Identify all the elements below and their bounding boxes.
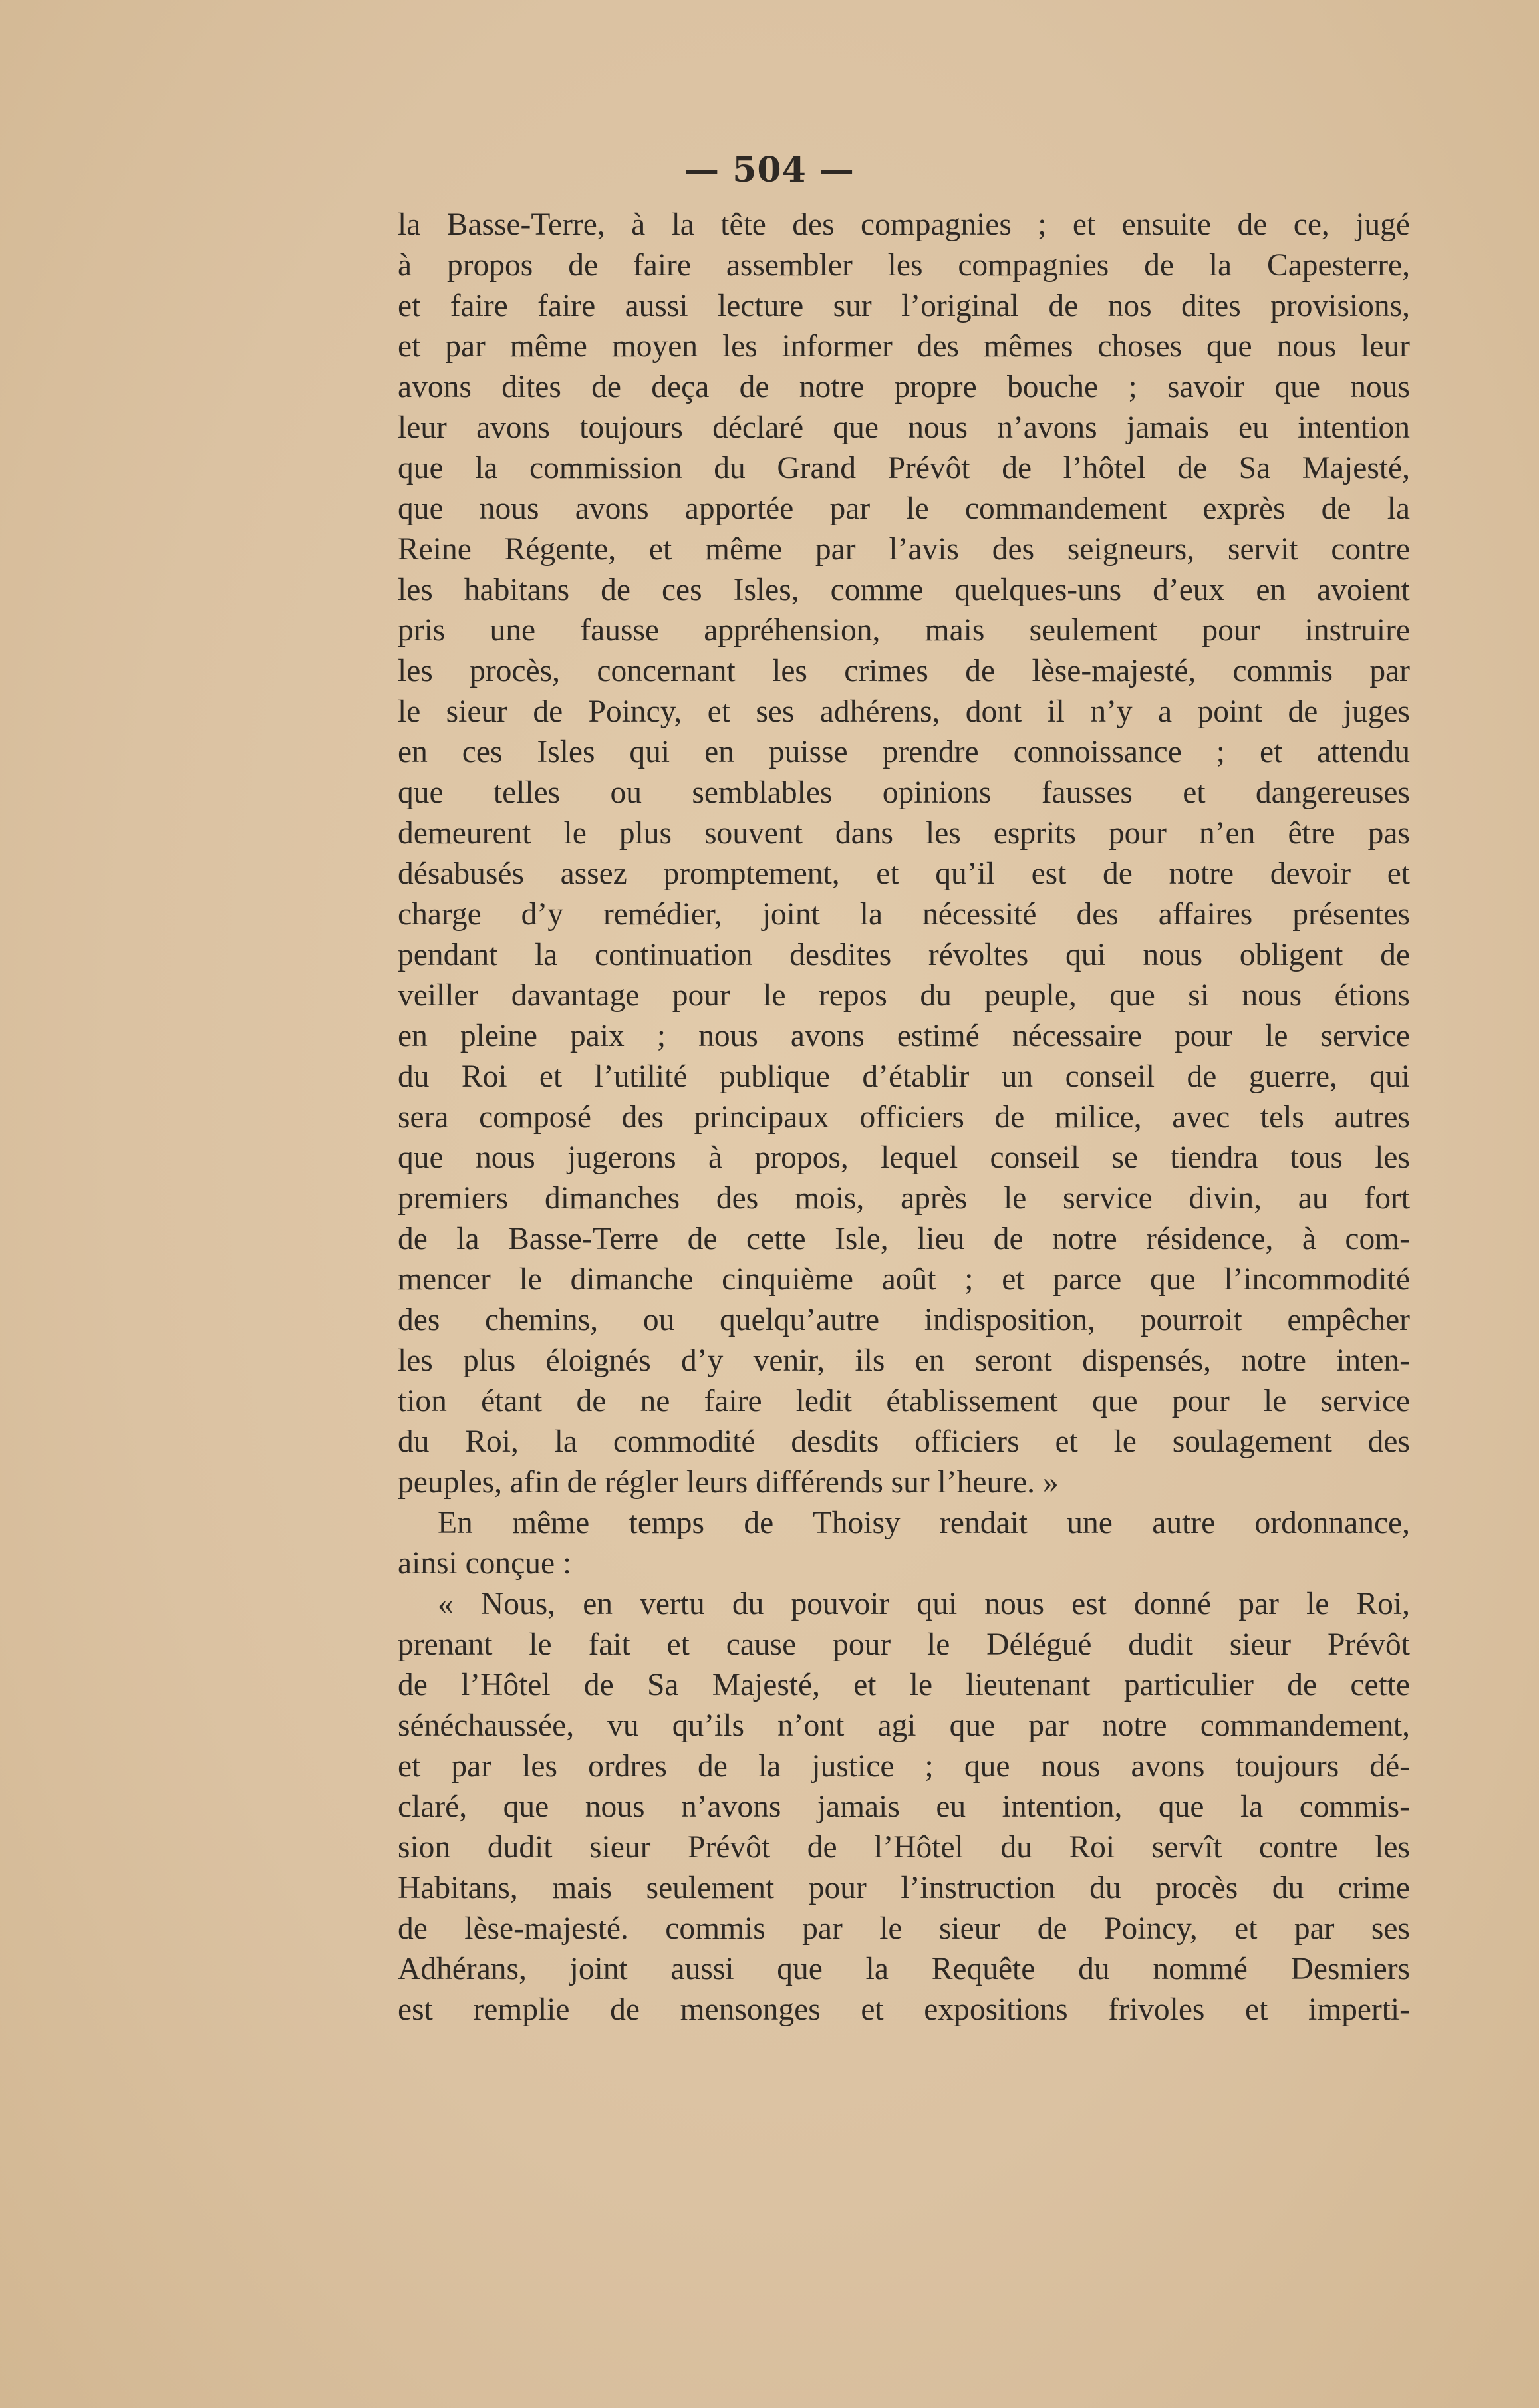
text-line: ainsi conçue :: [398, 1546, 572, 1581]
text-line: et faire faire aussi lecture sur l’original de nos dites provisions,: [398, 289, 1410, 323]
text-line: le sieur de Poincy, et ses adhérens, dont il n’y a point de juges: [398, 694, 1410, 729]
text-line: et par même moyen les informer des mêmes choses que nous leur: [398, 329, 1410, 364]
text-line: de lèse-majesté. commis par le sieur de Poincy, et par ses: [398, 1911, 1410, 1946]
text-line: est remplie de mensonges et expositions frivoles et imperti-: [398, 1992, 1410, 2027]
text-line: que nous avons apportée par le commandement exprès de la: [398, 491, 1410, 526]
text-line: charge d’y remédier, joint la nécessité des affaires présentes: [398, 897, 1410, 932]
text-line: les habitans de ces Isles, comme quelques-uns d’eux en avoient: [398, 573, 1410, 607]
text-line: sion dudit sieur Prévôt de l’Hôtel du Roi servît contre les: [398, 1830, 1410, 1865]
text-line: Adhérans, joint aussi que la Requête du nommé Desmiers: [398, 1952, 1410, 1986]
text-line: désabusés assez promptement, et qu’il est de notre devoir et: [398, 857, 1410, 891]
text-line: à propos de faire assembler les compagnies de la Capesterre,: [398, 248, 1410, 283]
text-line: Reine Régente, et même par l’avis des seigneurs, servit contre: [398, 532, 1410, 567]
text-line: peuples, afin de régler leurs différends sur l’heure. »: [398, 1465, 1059, 1500]
text-line: les plus éloignés d’y venir, ils en seront dispensés, notre inten-: [398, 1343, 1410, 1378]
text-line: que la commission du Grand Prévôt de l’hôtel de Sa Majesté,: [398, 451, 1410, 485]
body-text: [398, 205, 1410, 2030]
text-line: les procès, concernant les crimes de lèse-majesté, commis par: [398, 654, 1410, 688]
text-line: du Roi et l’utilité publique d’établir un conseil de guerre, qui: [398, 1059, 1410, 1094]
text-line: en pleine paix ; nous avons estimé nécessaire pour le service: [398, 1019, 1410, 1053]
text-line: des chemins, ou quelqu’autre indisposition, pourroit empêcher: [398, 1303, 1410, 1337]
text-line: que nous jugerons à propos, lequel conseil se tiendra tous les: [398, 1140, 1410, 1175]
text-line: de l’Hôtel de Sa Majesté, et le lieutenant particulier de cette: [398, 1668, 1410, 1702]
text-line: en ces Isles qui en puisse prendre connoissance ; et attendu: [398, 735, 1410, 769]
text-line: demeurent le plus souvent dans les esprits pour n’en être pas: [398, 816, 1410, 851]
page-number: — 504 —: [684, 150, 855, 190]
text-line: pendant la continuation desdites révoltes qui nous obligent de: [398, 938, 1410, 972]
text-line: leur avons toujours déclaré que nous n’avons jamais eu intention: [398, 410, 1410, 445]
text-line: avons dites de deça de notre propre bouche ; savoir que nous: [398, 370, 1410, 404]
text-line: veiller davantage pour le repos du peuple, que si nous étions: [398, 978, 1410, 1013]
text-line: sera composé des principaux officiers de milice, avec tels autres: [398, 1100, 1410, 1135]
text-line: mencer le dimanche cinquième août ; et parce que l’incommodité: [398, 1262, 1410, 1297]
text-line: pris une fausse appréhension, mais seulement pour instruire: [398, 613, 1410, 648]
text-line: de la Basse-Terre de cette Isle, lieu de notre résidence, à com-: [398, 1222, 1410, 1256]
text-line: la Basse-Terre, à la tête des compagnies ; et ensuite de ce, jugé: [398, 207, 1410, 242]
text-line: claré, que nous n’avons jamais eu intention, que la commis-: [398, 1790, 1410, 1824]
text-line: du Roi, la commodité desdits officiers et le soulagement des: [398, 1424, 1410, 1459]
text-line: sénéchaussée, vu qu’ils n’ont agi que par notre commandement,: [398, 1708, 1410, 1743]
text-line: tion étant de ne faire ledit établissement que pour le service: [398, 1384, 1410, 1418]
text-line: prenant le fait et cause pour le Délégué dudit sieur Prévôt: [398, 1627, 1410, 1662]
text-line: et par les ordres de la justice ; que nous avons toujours dé-: [398, 1749, 1410, 1784]
text-line: premiers dimanches des mois, après le service divin, au fort: [398, 1181, 1410, 1216]
text-line: En même temps de Thoisy rendait une autre ordonnance,: [438, 1506, 1410, 1540]
text-line: « Nous, en vertu du pouvoir qui nous est donné par le Roi,: [438, 1587, 1410, 1621]
text-line: que telles ou semblables opinions fausses et dangereuses: [398, 775, 1410, 810]
text-line: Habitans, mais seulement pour l’instruction du procès du crime: [398, 1871, 1410, 1905]
